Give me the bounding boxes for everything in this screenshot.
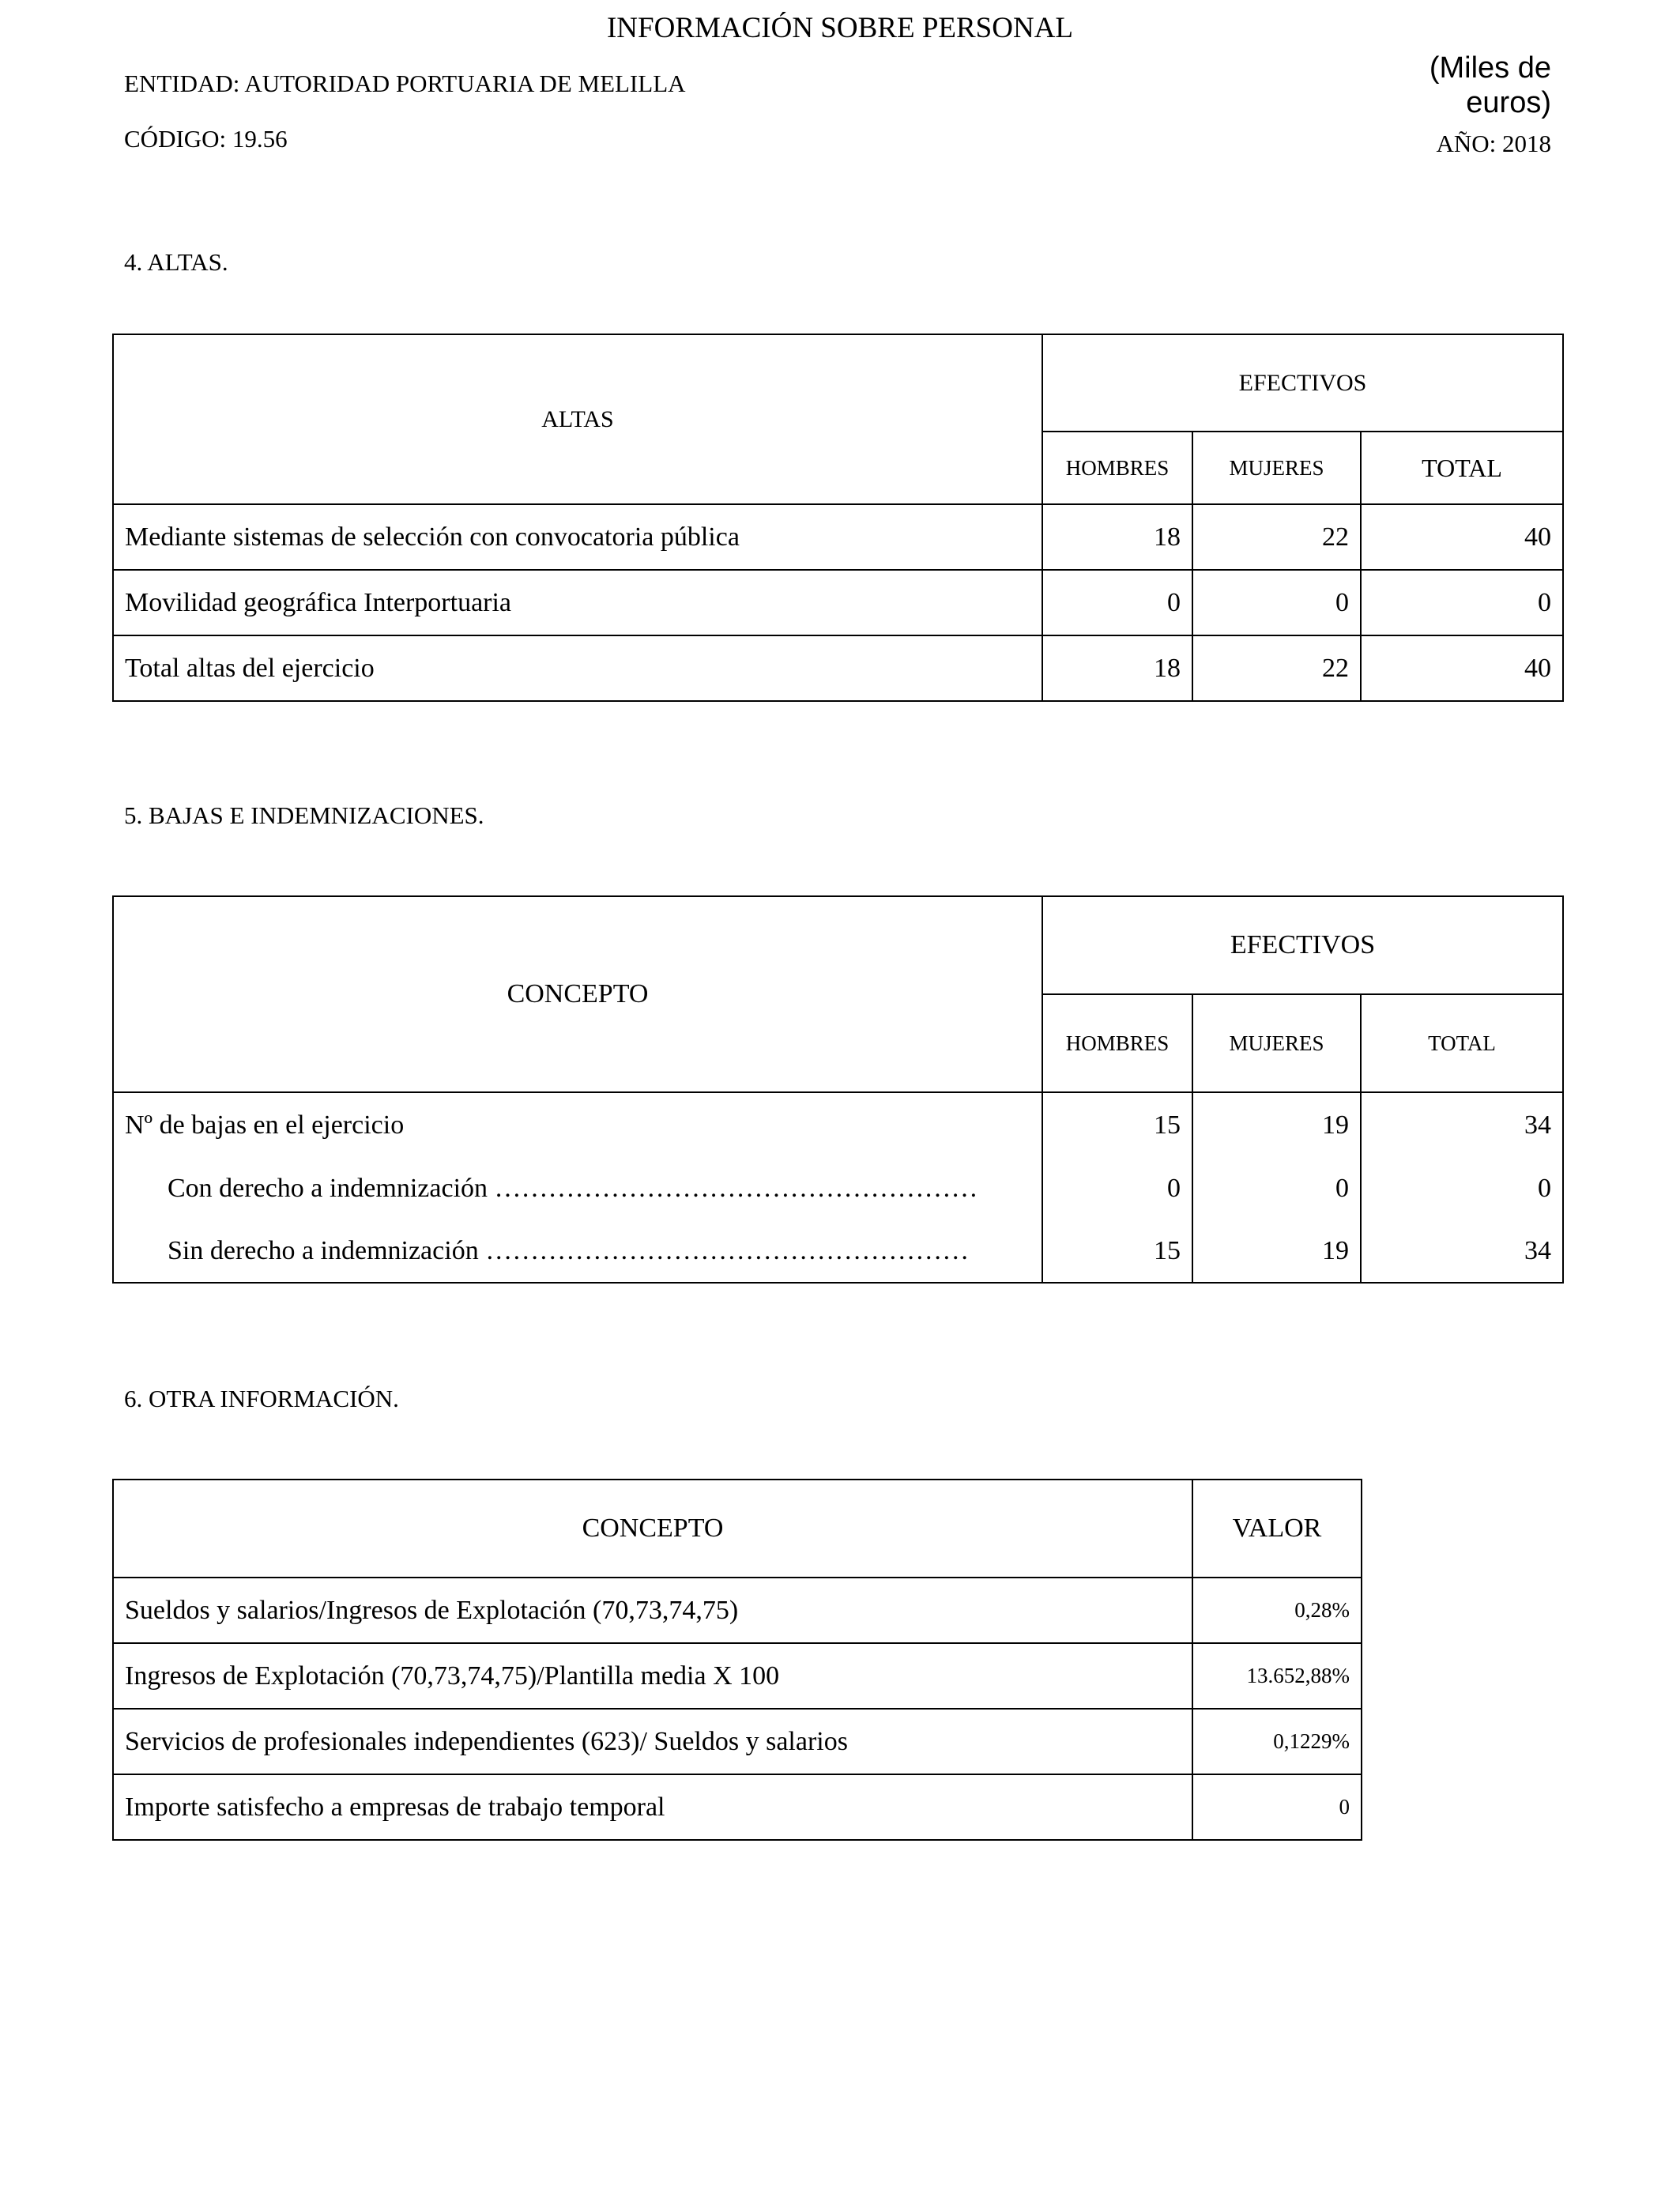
bajas-col-group: EFECTIVOS — [1042, 896, 1563, 994]
table-row — [113, 1774, 1362, 1840]
units-line-2: euros) — [1466, 86, 1551, 119]
row-men: 15 — [1042, 1220, 1192, 1283]
bajas-col-women: MUJERES — [1192, 994, 1361, 1092]
row-women: 22 — [1192, 635, 1361, 701]
section-4-title: 4. ALTAS. — [124, 248, 228, 276]
row-label: Movilidad geográfica Interportuaria — [113, 570, 1042, 635]
row-label: Sin derecho a indemnización ……………………………………………… — [113, 1220, 1042, 1283]
row-total: 0 — [1361, 570, 1563, 635]
row-label: Importe satisfecho a empresas de trabajo temporal — [113, 1774, 1192, 1840]
table-row — [113, 570, 1563, 635]
row-men: 18 — [1042, 504, 1192, 570]
bajas-col-concept: CONCEPTO — [113, 896, 1042, 1092]
row-value: 0 — [1192, 1774, 1362, 1840]
table-row — [113, 1092, 1563, 1157]
row-label: Servicios de profesionales independientes (623)/ Sueldos y salarios — [113, 1709, 1192, 1774]
row-total: 34 — [1361, 1220, 1563, 1283]
units-label — [1346, 51, 1551, 120]
row-total: 40 — [1361, 635, 1563, 701]
table-row — [113, 1578, 1362, 1643]
row-total: 0 — [1361, 1157, 1563, 1220]
page-title: INFORMACIÓN SOBRE PERSONAL — [606, 12, 1074, 44]
table-row — [113, 504, 1563, 570]
altas-header-row — [113, 334, 1563, 432]
bajas-col-total: TOTAL — [1361, 994, 1563, 1092]
row-value: 0,1229% — [1192, 1709, 1362, 1774]
otra-info-table — [112, 1479, 1362, 1841]
table-row — [113, 1643, 1362, 1709]
bajas-col-men: HOMBRES — [1042, 994, 1192, 1092]
row-label: Con derecho a indemnización ……………………………………………… — [113, 1157, 1042, 1220]
units-line-1: (Miles de — [1429, 51, 1551, 85]
otra-col-value: VALOR — [1192, 1480, 1362, 1578]
table-row — [113, 1709, 1362, 1774]
row-women: 0 — [1192, 570, 1361, 635]
row-label: Mediante sistemas de selección con convocatoria pública — [113, 504, 1042, 570]
table-row — [113, 635, 1563, 701]
row-men: 0 — [1042, 1157, 1192, 1220]
row-label: Ingresos de Explotación (70,73,74,75)/Plantilla media X 100 — [113, 1643, 1192, 1709]
code-label: CÓDIGO: 19.56 — [124, 125, 288, 153]
otra-header-row — [113, 1480, 1362, 1578]
altas-col-men: HOMBRES — [1042, 432, 1192, 504]
row-men: 15 — [1042, 1092, 1192, 1157]
row-women: 19 — [1192, 1092, 1361, 1157]
altas-col-concept: ALTAS — [113, 334, 1042, 504]
row-value: 13.652,88% — [1192, 1643, 1362, 1709]
row-label: Nº de bajas en el ejercicio — [113, 1092, 1042, 1157]
row-label: Sueldos y salarios/Ingresos de Explotación (70,73,74,75) — [113, 1578, 1192, 1643]
row-total: 40 — [1361, 504, 1563, 570]
row-men: 18 — [1042, 635, 1192, 701]
altas-col-group: EFECTIVOS — [1042, 334, 1563, 432]
altas-table — [112, 334, 1564, 702]
entity-label: ENTIDAD: AUTORIDAD PORTUARIA DE MELILLA — [124, 70, 686, 97]
bajas-table — [112, 895, 1564, 1284]
section-5-title: 5. BAJAS E INDEMNIZACIONES. — [124, 801, 484, 829]
row-women: 19 — [1192, 1220, 1361, 1283]
bajas-header-row — [113, 896, 1563, 994]
row-value: 0,28% — [1192, 1578, 1362, 1643]
row-men: 0 — [1042, 570, 1192, 635]
table-row — [113, 1157, 1563, 1220]
table-row — [113, 1220, 1563, 1283]
section-6-title: 6. OTRA INFORMACIÓN. — [124, 1385, 399, 1412]
otra-col-concept: CONCEPTO — [113, 1480, 1192, 1578]
row-total: 34 — [1361, 1092, 1563, 1157]
row-women: 22 — [1192, 504, 1361, 570]
row-women: 0 — [1192, 1157, 1361, 1220]
altas-col-women: MUJERES — [1192, 432, 1361, 504]
year-label: AÑO: 2018 — [1436, 130, 1551, 157]
altas-col-total: TOTAL — [1361, 432, 1563, 504]
row-label: Total altas del ejercicio — [113, 635, 1042, 701]
